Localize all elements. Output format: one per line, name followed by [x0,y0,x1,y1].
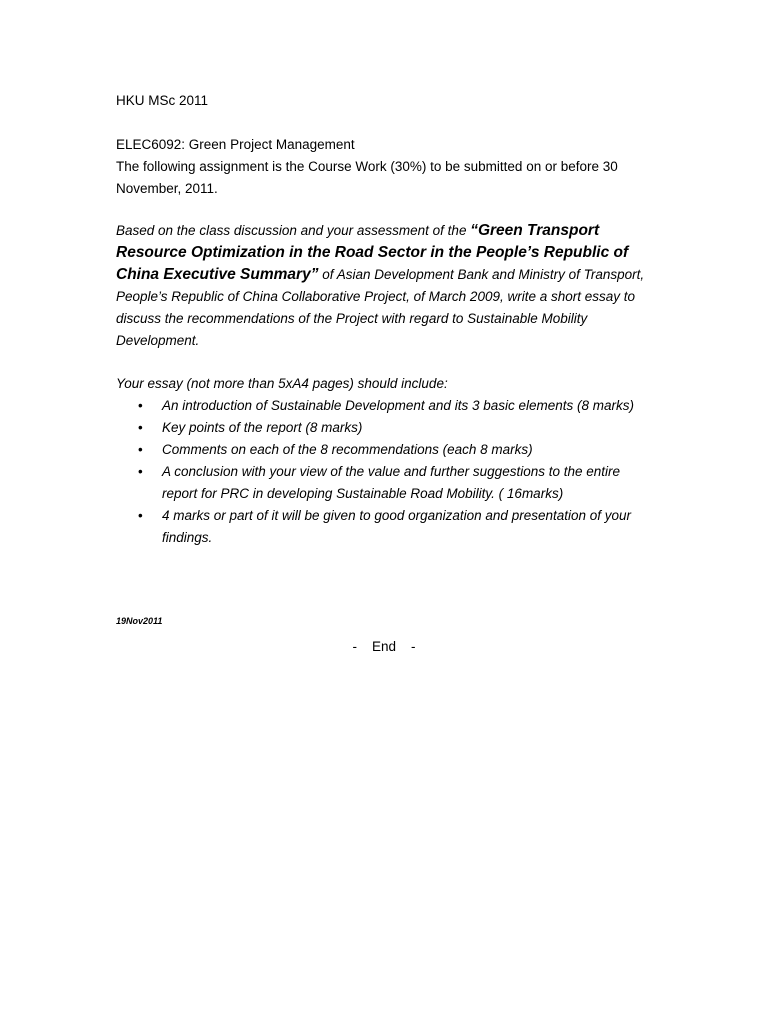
prompt-intro: Based on the class discussion and your assessment of the [116,223,471,238]
assignment-line-2: November, 2011. [116,181,218,196]
requirements-list [116,395,656,549]
program-title: HKU MSc 2011 [116,93,209,108]
document-header [116,90,656,112]
bullet-icon: • [138,508,143,523]
list-item [116,395,656,417]
requirement-text: A conclusion with your view of the value and further suggestions to the entire report for PRC in developing Sustainable Road Mobility. ( 16marks) [162,464,621,501]
assignment-line-1: The following assignment is the Course Work (30%) to be submitted on or before 30 [116,159,618,174]
requirement-text: An introduction of Sustainable Development and its 3 basic elements (8 marks) [162,398,634,413]
assignment-description [116,156,656,200]
bullet-icon: • [138,442,143,457]
course-code-title: ELEC6092: Green Project Management [116,137,355,152]
bullet-icon: • [138,420,143,435]
document-date: 19Nov2011 [116,616,163,626]
requirement-text: Key points of the report (8 marks) [162,420,363,435]
bullet-icon: • [138,398,143,413]
list-item [116,417,656,439]
requirement-text: 4 marks or part of it will be given to good organization and presentation of your findings. [162,508,632,545]
list-item [116,461,656,505]
essay-prompt [116,220,656,352]
prompt-rest: of Asian Development Bank and Ministry of Transport, People’s Republic of China Collaborative Project, of March 2009, write a short essay to discuss the recommendations of the Project with regard to Sustainable Mobility Development. [116,267,645,348]
end-marker: - End - [352,639,416,654]
bullet-icon: • [138,464,143,479]
requirement-text: Comments on each of the 8 recommendations (each 8 marks) [162,442,533,457]
report-title: “Green Transport Resource Optimization in the Road Sector in the People’s Republic of China Executive Summary” [116,222,629,283]
list-item [116,505,656,549]
requirements-intro: Your essay (not more than 5xA4 pages) should include: [116,376,448,391]
requirements-section [116,373,656,549]
list-item [116,439,656,461]
course-info [116,134,656,200]
